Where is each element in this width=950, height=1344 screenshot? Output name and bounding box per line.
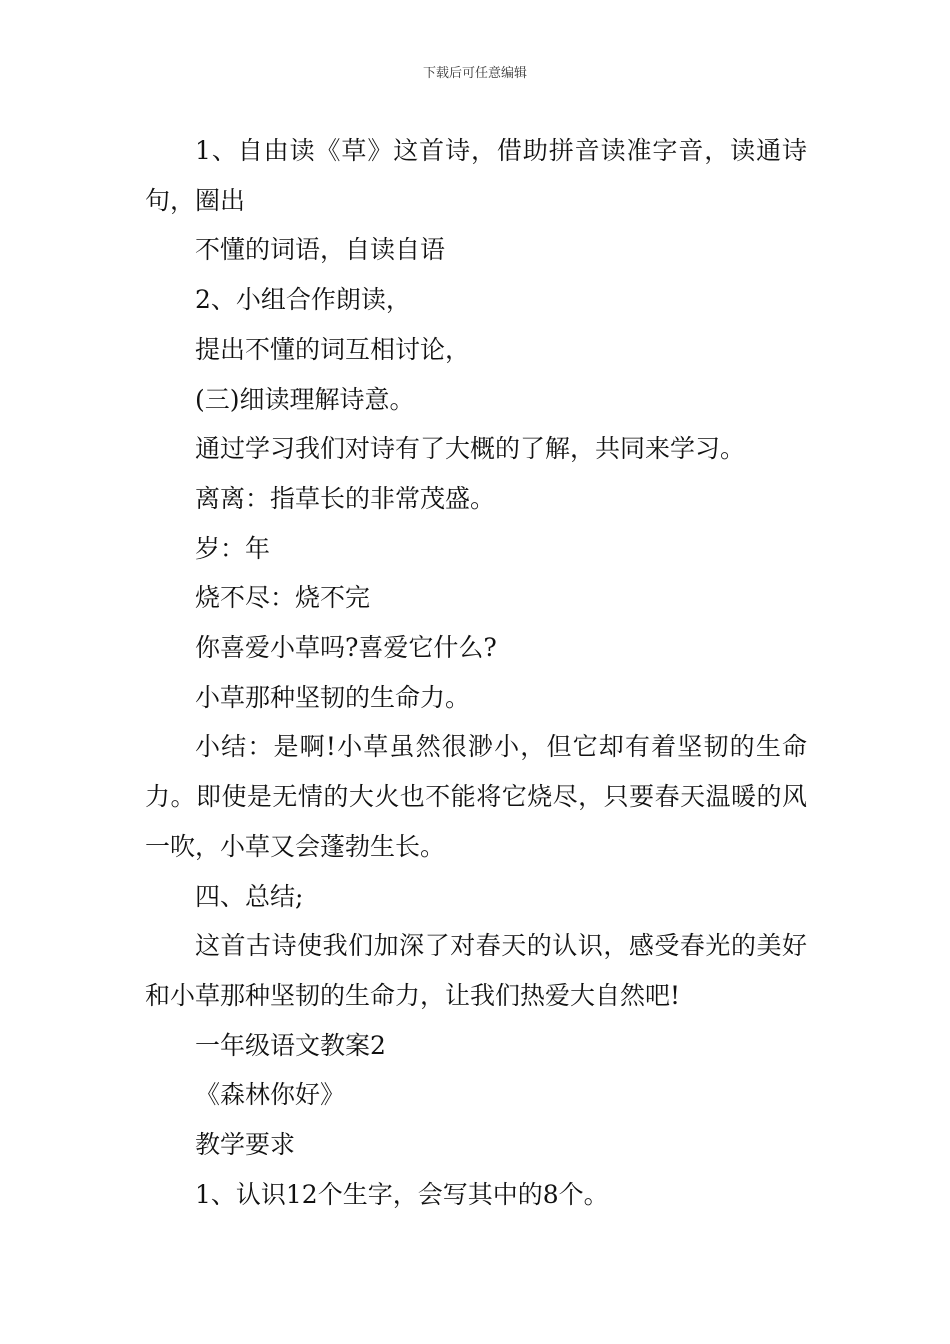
paragraph-5: (三)细读理解诗意。 (195, 384, 415, 414)
paragraph-7: 离离：指草长的非常茂盛。 (195, 483, 496, 513)
page-header: 下载后可任意编辑 (422, 66, 527, 81)
paragraph-12: 小结：是啊!小草虽然很渺小，但它却有着坚韧的生命力。即使是无情的大火也不能将它烧尽，只要春天温暖的风一吹，小草又会蓬勃生长。 (145, 732, 807, 861)
paragraph-13: 四、总结; (195, 881, 304, 911)
paragraph-16: 《森林你好》 (195, 1080, 346, 1110)
paragraph-9: 烧不尽：烧不完 (195, 583, 371, 613)
paragraph-2: 不懂的词语，自读自语 (195, 235, 446, 265)
paragraph-3: 2、小组合作朗读， (195, 285, 411, 315)
paragraph-10: 你喜爱小草吗?喜爱它什么? (195, 633, 497, 663)
paragraph-17: 教学要求 (195, 1130, 296, 1160)
paragraph-15: 一年级语文教案2 (195, 1030, 386, 1060)
paragraph-18: 1、认识12个生字，会写其中的8个。 (195, 1179, 609, 1209)
paragraph-14: 这首古诗使我们加深了对春天的认识，感受春光的美好和小草那种坚韧的生命力，让我们热爱大自然吧! (145, 931, 807, 1010)
paragraph-4: 提出不懂的词互相讨论， (195, 334, 471, 364)
paragraph-11: 小草那种坚韧的生命力。 (195, 682, 471, 712)
paragraph-1: 1、自由读《草》这首诗，借助拼音读准字音，读通诗句，圈出 (145, 136, 807, 215)
paragraph-8: 岁：年 (195, 533, 271, 563)
document-body (145, 126, 807, 1219)
paragraph-6: 通过学习我们对诗有了大概的了解，共同来学习。 (195, 434, 746, 464)
